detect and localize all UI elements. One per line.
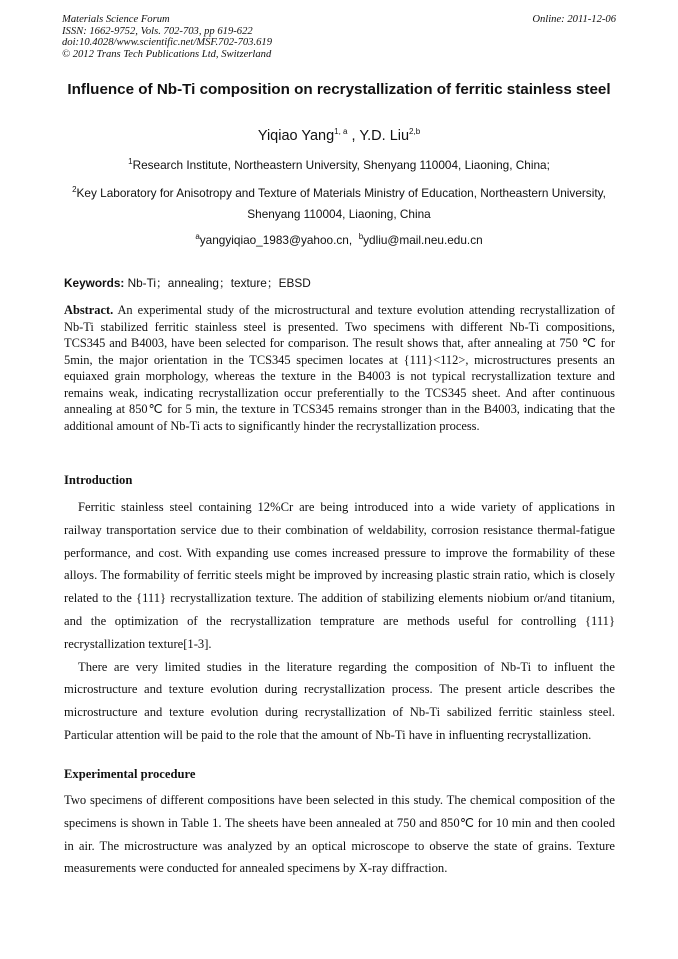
affiliation-mark: 2 xyxy=(72,185,77,195)
abstract xyxy=(64,302,615,434)
affiliation-text: Key Laboratory for Anisotropy and Texture of Materials Ministry of Education, Northeastern University, Shenyang 110004, Liaoning, China xyxy=(76,186,606,221)
paragraph: There are very limited studies in the literature regarding the composition of Nb-Ti to influent the microstructure and texture evolution during recrystallization process. The present article describes the microstructure and texture evolution during recrystallization of Nb-Ti sabilized ferritic stainless steel. Particular attention will be paid to the role that the amount of Nb-Ti have in influenting recrystallization. xyxy=(64,659,615,742)
keywords xyxy=(64,275,616,291)
keywords-text: Nb-Ti；annealing；texture；EBSD xyxy=(127,276,311,290)
email-mark: a xyxy=(195,232,200,242)
author-separator: , xyxy=(347,128,360,144)
email-link[interactable]: yangyiqiao_1983@yahoo.cn, xyxy=(199,233,353,247)
keywords-label: Keywords: xyxy=(64,276,125,290)
author-list xyxy=(60,127,618,145)
affiliation-1 xyxy=(60,155,618,176)
author-name: Y.D. Liu xyxy=(359,128,410,144)
affiliation-mark: 1 xyxy=(128,157,133,167)
section-heading-experimental: Experimental procedure xyxy=(64,767,196,781)
journal-header xyxy=(62,14,616,60)
issn-line: ISSN: 1662-9752, Vols. 702-703, pp 619-622 xyxy=(62,25,253,37)
email-link[interactable]: ydliu@mail.neu.edu.cn xyxy=(363,233,483,247)
abstract-label: Abstract. xyxy=(64,303,114,317)
affiliation-2 xyxy=(69,183,609,225)
paper-title: Influence of Nb-Ti composition on recrystallization of ferritic stainless steel xyxy=(67,81,611,98)
paragraph: Ferritic stainless steel containing 12%Cr are being introduced into a wide variety of applications in railway transportation service due to their combination of weldability, corrosion resistance thermal-fatigue performance, and cost. With expanding use comes increased pressure to improve the formability of these alloys. The formability of ferritic steels might be improved by increasing plastic strain ratio, which is closely related to the {111} recrystallization texture. The addition of stabilizing elements niobium or/and titanium, and the optimization of the recrystallization temprature are methods useful for controlling {111} recrystallization texture[1-3]. xyxy=(64,500,615,651)
author-affiliation-mark: 1, a xyxy=(334,127,348,137)
online-date: Online: 2011-12-06 xyxy=(532,14,616,25)
affiliation-text: Research Institute, Northeastern University, Shenyang 110004, Liaoning, China; xyxy=(132,158,550,172)
copyright-line: © 2012 Trans Tech Publications Ltd, Switzerland xyxy=(62,48,272,60)
journal-name: Materials Science Forum xyxy=(62,14,170,25)
author-emails xyxy=(60,230,618,251)
doi-line: doi:10.4028/www.scientific.net/MSF.702-703.619 xyxy=(62,37,272,48)
abstract-text: An experimental study of the microstructural and texture evolution attending recrystallization of Nb-Ti stabilized ferritic stainless steel is presented. Two specimens with different Nb-Ti compositions, TCS345 and B4003, have been selected for comparison. The result shows that, after annealing at 750 ℃ for 5min, the major orientation in the TCS345 specimen locates at {111}<112>, microstructures presents an equiaxed grain morphology, whereas the texture in the B4003 is not typical recrystallization texture and remains weak, indicating recrystallization occur preferentially to the TCS345 sheet. And after continuous annealing at 850℃ for 5 min, the texture in TCS345 remains stronger than in the B4003, indicating that the additional amount of Nb-Ti acts to significantly hinder the recrystallization process. xyxy=(64,303,615,433)
author-affiliation-mark: 2,b xyxy=(409,127,421,137)
introduction-body xyxy=(64,496,615,747)
author-name: Yiqiao Yang xyxy=(257,128,335,144)
email-mark: b xyxy=(358,232,364,242)
experimental-body xyxy=(64,789,615,880)
paragraph: Two specimens of different compositions have been selected in this study. The chemical composition of the specimens is shown in Table 1. The sheets have been annealed at 750 and 850℃ for 10 min and then cooled in air. The microstructure was analyzed by an optical microscope to observe the state of grains. Texture measurements were conducted for annealed specimens by X-ray diffraction. xyxy=(64,793,615,876)
section-heading-introduction: Introduction xyxy=(64,473,133,487)
